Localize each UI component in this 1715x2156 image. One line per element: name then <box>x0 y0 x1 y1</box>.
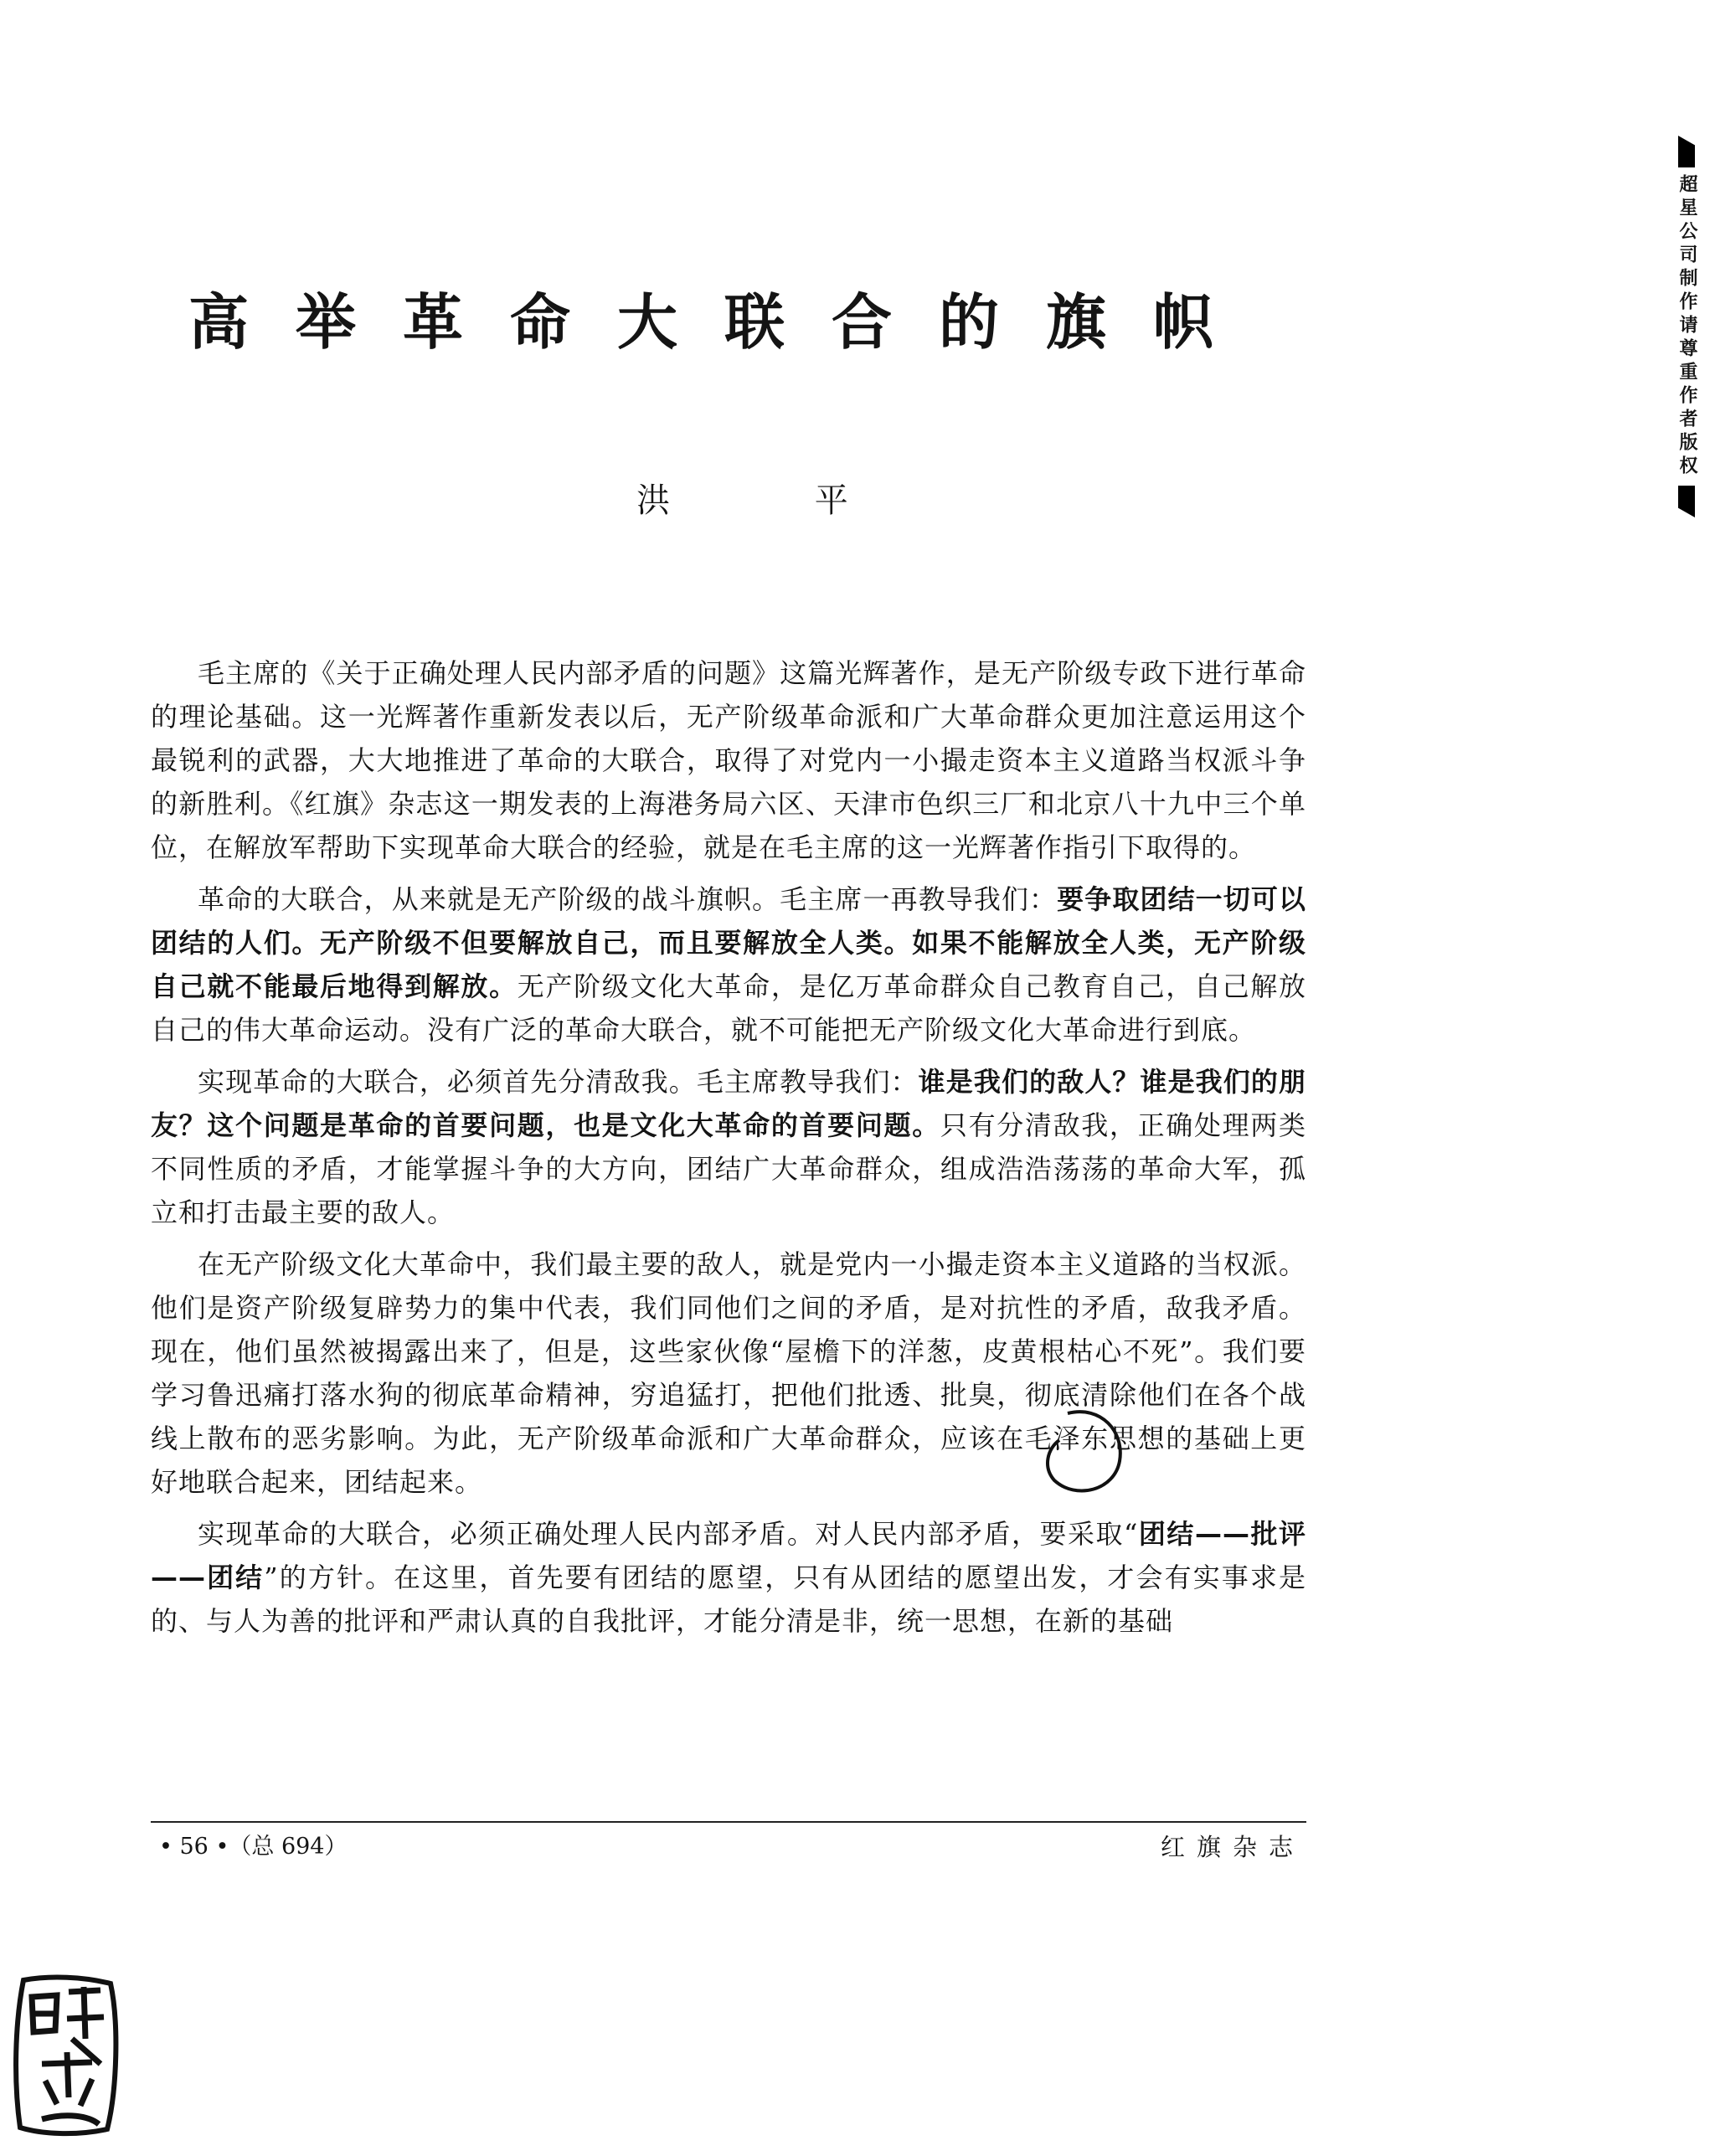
handwritten-circle-mark <box>1043 1407 1126 1499</box>
magazine-name: 红旗杂志 <box>1160 1833 1305 1861</box>
paragraph-text: 实现革命的大联合，必须正确处理人民内部矛盾。对人民内部矛盾，要采取“ <box>198 1518 1139 1550</box>
paragraph-text: ”的方针。在这里，首先要有团结的愿望，只有从团结的愿望出发，才会有实事求是的、与人为善的批评和严肃认真的自我批评，才能分清是非，统一思想，在新的基础 <box>151 1562 1306 1637</box>
article-title: 高举革命大联合的旗帜 <box>188 287 1260 358</box>
paragraph-text: 革命的大联合，从来就是无产阶级的战斗旗帜。毛主席一再教导我们： <box>198 883 1058 915</box>
copyright-margin-note <box>1668 136 1705 517</box>
margin-bar-bottom <box>1678 486 1695 517</box>
quotation-bold: 谁是我们的敌人？谁是我们的朋友？这个问题是革命的首要问题，也是文化大革命的首要问题。 <box>151 1066 1306 1141</box>
paragraph-text: 只有分清敌我，正确处理两类不同性质的矛盾，才能掌握斗争的大方向，团结广大革命群众，组成浩浩荡荡的革命大军，孤立和打击最主要的敌人。 <box>151 1109 1306 1228</box>
quotation-bold: 要争取团结一切可以团结的人们。无产阶级不但要解放自己，而且要解放全人类。如果不能解放全人类，无产阶级自己就不能最后地得到解放。 <box>151 883 1306 1002</box>
paragraph-text: 实现革命的大联合，必须首先分清敌我。毛主席教导我们： <box>198 1066 919 1098</box>
margin-bar-top <box>1678 136 1695 167</box>
paragraph-text: 毛主席的《关于正确处理人民内部矛盾的问题》这篇光辉著作，是无产阶级专政下进行革命的理论基础。这一光辉著作重新发表以后，无产阶级革命派和广大革命群众更加注意运用这个最锐利的武器，大大地推进了革命的大联合，取得了对党内一小撮走资本主义道路当权派斗争的新胜利。《红旗》杂志这一期发表的上海港务局六区、天津市色织三厂和北京八十九中三个单位，在解放军帮助下实现革命大联合的经验，就是在毛主席的这一光辉著作指引下取得的。 <box>151 657 1306 863</box>
copyright-text: 超星公司制作请尊重作者版权 <box>1676 174 1697 479</box>
paragraph-text: 在无产阶级文化大革命中，我们最主要的敌人，就是党内一小撮走资本主义道路的当权派。他们是资产阶级复辟势力的集中代表，我们同他们之间的矛盾，是对抗性的矛盾，敌我矛盾。现在，他们虽然被揭露出来了，但是，这些家伙像“屋檐下的洋葱，皮黄根枯心不死”。我们要学习鲁迅痛打落水狗的彻底革命精神，穷追猛打，把他们批透、批臭，彻底清除他们在各个战线上散布的恶劣影响。为此，无产阶级革命派和广大革命群众，应该在毛泽东思想的基础上更好地联合起来，团结起来。 <box>151 1248 1306 1498</box>
article-paragraph <box>151 1243 1306 1504</box>
article-paragraph <box>151 651 1306 869</box>
article-paragraph <box>151 877 1306 1052</box>
article-paragraph <box>151 1060 1306 1234</box>
quotation-bold: 团结——批评——团结 <box>151 1518 1306 1593</box>
page-number: • 56 •（总 694） <box>159 1834 348 1860</box>
article-author: 洪 平 <box>636 481 915 520</box>
seal-stamp-icon <box>8 1972 126 2139</box>
article-body <box>151 651 1306 1643</box>
footer-divider <box>151 1821 1306 1823</box>
article-paragraph <box>151 1512 1306 1643</box>
paragraph-text: 无产阶级文化大革命，是亿万革命群众自己教育自己，自己解放自己的伟大革命运动。没有广泛的革命大联合，就不可能把无产阶级文化大革命进行到底。 <box>151 970 1306 1046</box>
